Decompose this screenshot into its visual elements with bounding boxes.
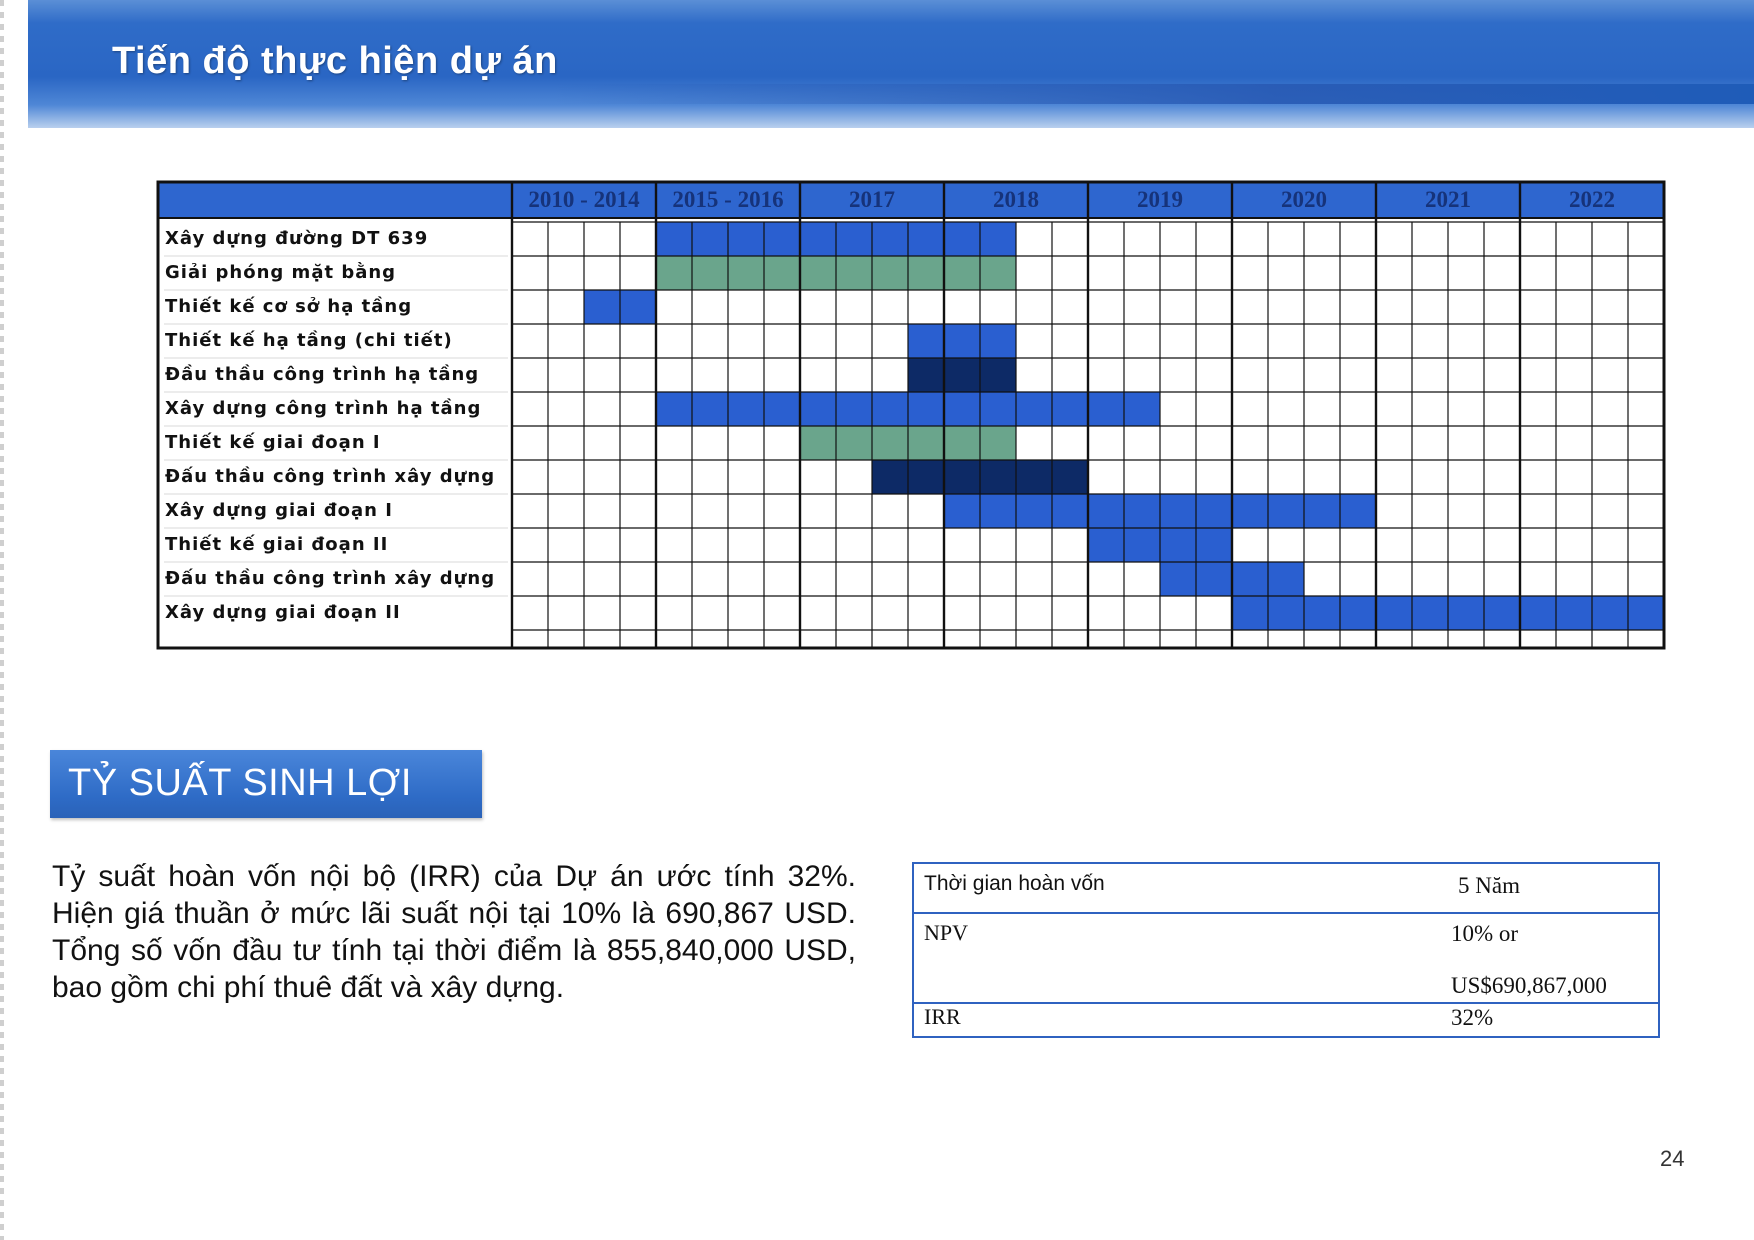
gantt-task-label: Thiết kế giai đoạn II [165, 534, 389, 555]
gantt-task-label: Thiết kế giai đoạn I [165, 432, 381, 453]
gantt-task-label: Đấu thầu công trình xây dựng [165, 466, 496, 487]
gantt-task-label: Xây dựng giai đoạn I [165, 500, 393, 521]
gantt-task-label: Đấu thầu công trình xây dựng [165, 568, 496, 589]
gantt-task-label: Thiết kế hạ tầng (chi tiết) [165, 330, 453, 351]
table-row-irr [914, 1002, 1658, 1038]
gantt-year-label: 2010 - 2014 [528, 187, 640, 212]
row-value: 32% [1451, 1005, 1494, 1030]
section-title: TỶ SUẤT SINH LỢI [68, 762, 412, 804]
gantt-task-label: Xây dựng công trình hạ tầng [165, 398, 482, 419]
gantt-year-label: 2021 [1425, 187, 1471, 212]
row-label: Thời gian hoàn vốn [924, 872, 1105, 895]
table-row-npv [914, 912, 1658, 1004]
row-label: NPV [924, 920, 969, 945]
gantt-task-label: Xây dựng giai đoạn II [165, 602, 401, 623]
gantt-year-label: 2022 [1569, 187, 1615, 212]
gantt-task-label: Xây dựng đường DT 639 [165, 228, 429, 249]
gantt-task-label: Thiết kế cơ sở hạ tầng [165, 296, 413, 317]
irr-description: Tỷ suất hoàn vốn nội bộ (IRR) của Dự án ước tính 32%. Hiện giá thuần ở mức lãi suất nội tại 10% là 690,867 USD. Tổng số vốn đầu tư tính tại thời điểm là 855,840,000 USD, bao gồm chi phí thuê đất và xây dựng. [52, 860, 856, 1004]
gantt-task-label: Giải phóng mặt bằng [165, 262, 397, 283]
row-value: 10% or US$690,867,000 [1451, 921, 1607, 998]
page-title: Tiến độ thực hiện dự án [112, 40, 558, 82]
gantt-bar [908, 324, 1016, 358]
gantt-year-label: 2017 [849, 187, 895, 212]
gantt-year-label: 2015 - 2016 [672, 187, 784, 212]
table-row-payback [914, 864, 1658, 914]
gantt-year-label: 2018 [993, 187, 1039, 212]
financial-table [912, 862, 1660, 1038]
row-value: 5 Năm [1458, 873, 1520, 898]
section-banner [50, 750, 482, 818]
row-label: IRR [924, 1004, 961, 1029]
page-number: 24 [1660, 1146, 1685, 1171]
gantt-bar [908, 358, 1016, 392]
gantt-year-label: 2020 [1281, 187, 1327, 212]
gantt-year-label: 2019 [1137, 187, 1183, 212]
gantt-task-label: Đầu thầu công trình hạ tầng [165, 364, 480, 385]
